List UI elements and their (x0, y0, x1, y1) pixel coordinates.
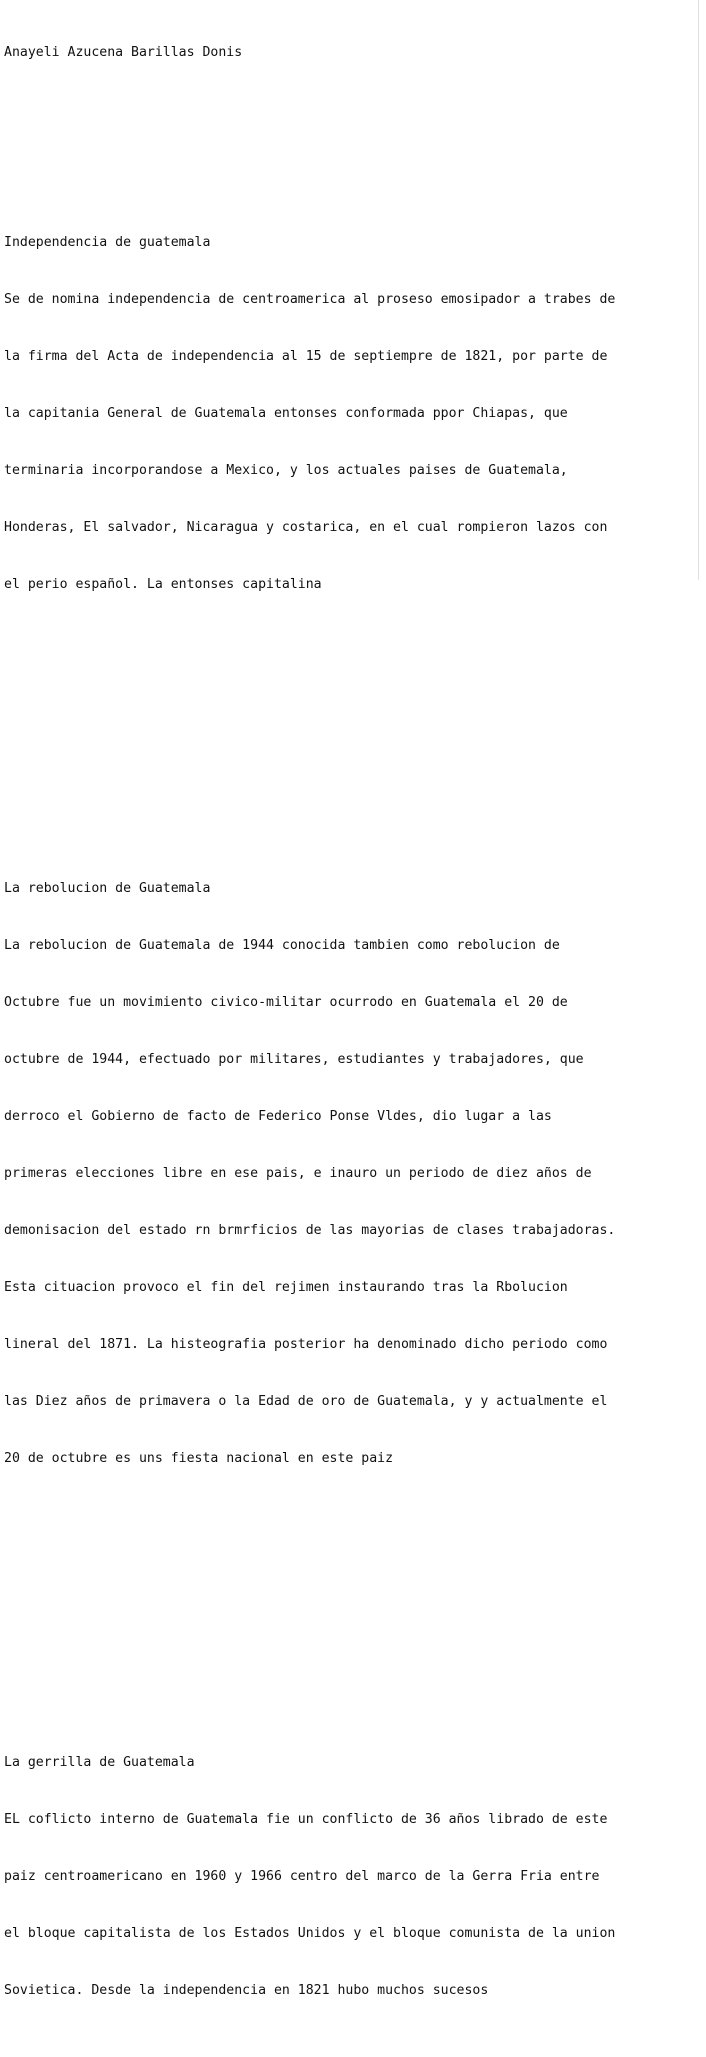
paragraph-line: la firma del Acta de independencia al 15 de septiempre de 1821, por parte de (4, 349, 608, 364)
blank-line (4, 746, 702, 765)
paragraph-line: lineral del 1871. La histeografia posterior ha denominado dicho periodo como (4, 1337, 608, 1352)
paragraph-line: derroco el Gobierno de facto de Federico Ponse Vldes, dio lugar a las (4, 1109, 552, 1124)
blank-line (4, 1620, 702, 1639)
section-title: La rebolucion de Guatemala (4, 881, 211, 896)
paragraph-line: el perio español. La entonses capitalina (4, 577, 322, 592)
paragraph-line: La rebolucion de Guatemala de 1944 conocida tambien como rebolucion de (4, 938, 560, 953)
paragraph-line: el bloque capitalista de los Estados Unidos y el bloque comunista de la union (4, 1926, 616, 1941)
section-title: Independencia de guatemala (4, 235, 211, 250)
paragraph-line: Esta cituacion provoco el fin del rejimen instaurando tras la Rbolucion (4, 1280, 568, 1295)
paragraph-line: Honderas, El salvador, Nicaragua y costarica, en el cual rompieron lazos con (4, 520, 608, 535)
paragraph-line: Sovietica. Desde la independencia en 1821 hubo muchos sucesos (4, 1983, 489, 1998)
paragraph-line: la capitania General de Guatemala entonses conformada ppor Chiapas, que (4, 406, 568, 421)
author-name: Anayeli Azucena Barillas Donis (4, 45, 243, 60)
paragraph-line: paiz centroamericano en 1960 y 1966 centro del marco de la Gerra Fria entre (4, 1869, 600, 1884)
section-gerrilla (4, 1715, 702, 2038)
paragraph-line: terminaria incorporandose a Mexico, y los actuales paises de Guatemala, (4, 463, 568, 478)
blank-line (4, 689, 702, 708)
paragraph-line: EL cofliсto interno de Guatemala fie un conflicto de 36 años librado de este (4, 1812, 608, 1827)
blank-line (4, 1563, 702, 1582)
section-rebolucion (4, 841, 702, 1506)
window-edge (698, 0, 699, 580)
paragraph-line: las Diez años de primavera o la Edad de oro de Guatemala, y y actualmente el (4, 1394, 608, 1409)
paragraph-line: Octubre fue un movimiento civico-militar ocurrodo en Guatemala el 20 de (4, 995, 568, 1010)
paragraph-line: demonisacion del estado rn brmrficios de las mayorias de clases trabajadoras. (4, 1223, 616, 1238)
paragraph-line: 20 de octubre es uns fiesta nacional en este paiz (4, 1451, 394, 1466)
blank-line (4, 100, 702, 119)
paragraph-line: primeras elecciones libre en ese pais, e inauro un periodo de diez años de (4, 1166, 592, 1181)
section-title: La gerrilla de Guatemala (4, 1755, 195, 1770)
paragraph-line: octubre de 1944, efectuado por militares, estudiantes y trabajadores, que (4, 1052, 584, 1067)
section-independencia (4, 195, 702, 632)
document-body (4, 5, 702, 2057)
paragraph-line: Se de nomina independencia de centroamerica al proseso emosipador a trabes de (4, 292, 616, 307)
